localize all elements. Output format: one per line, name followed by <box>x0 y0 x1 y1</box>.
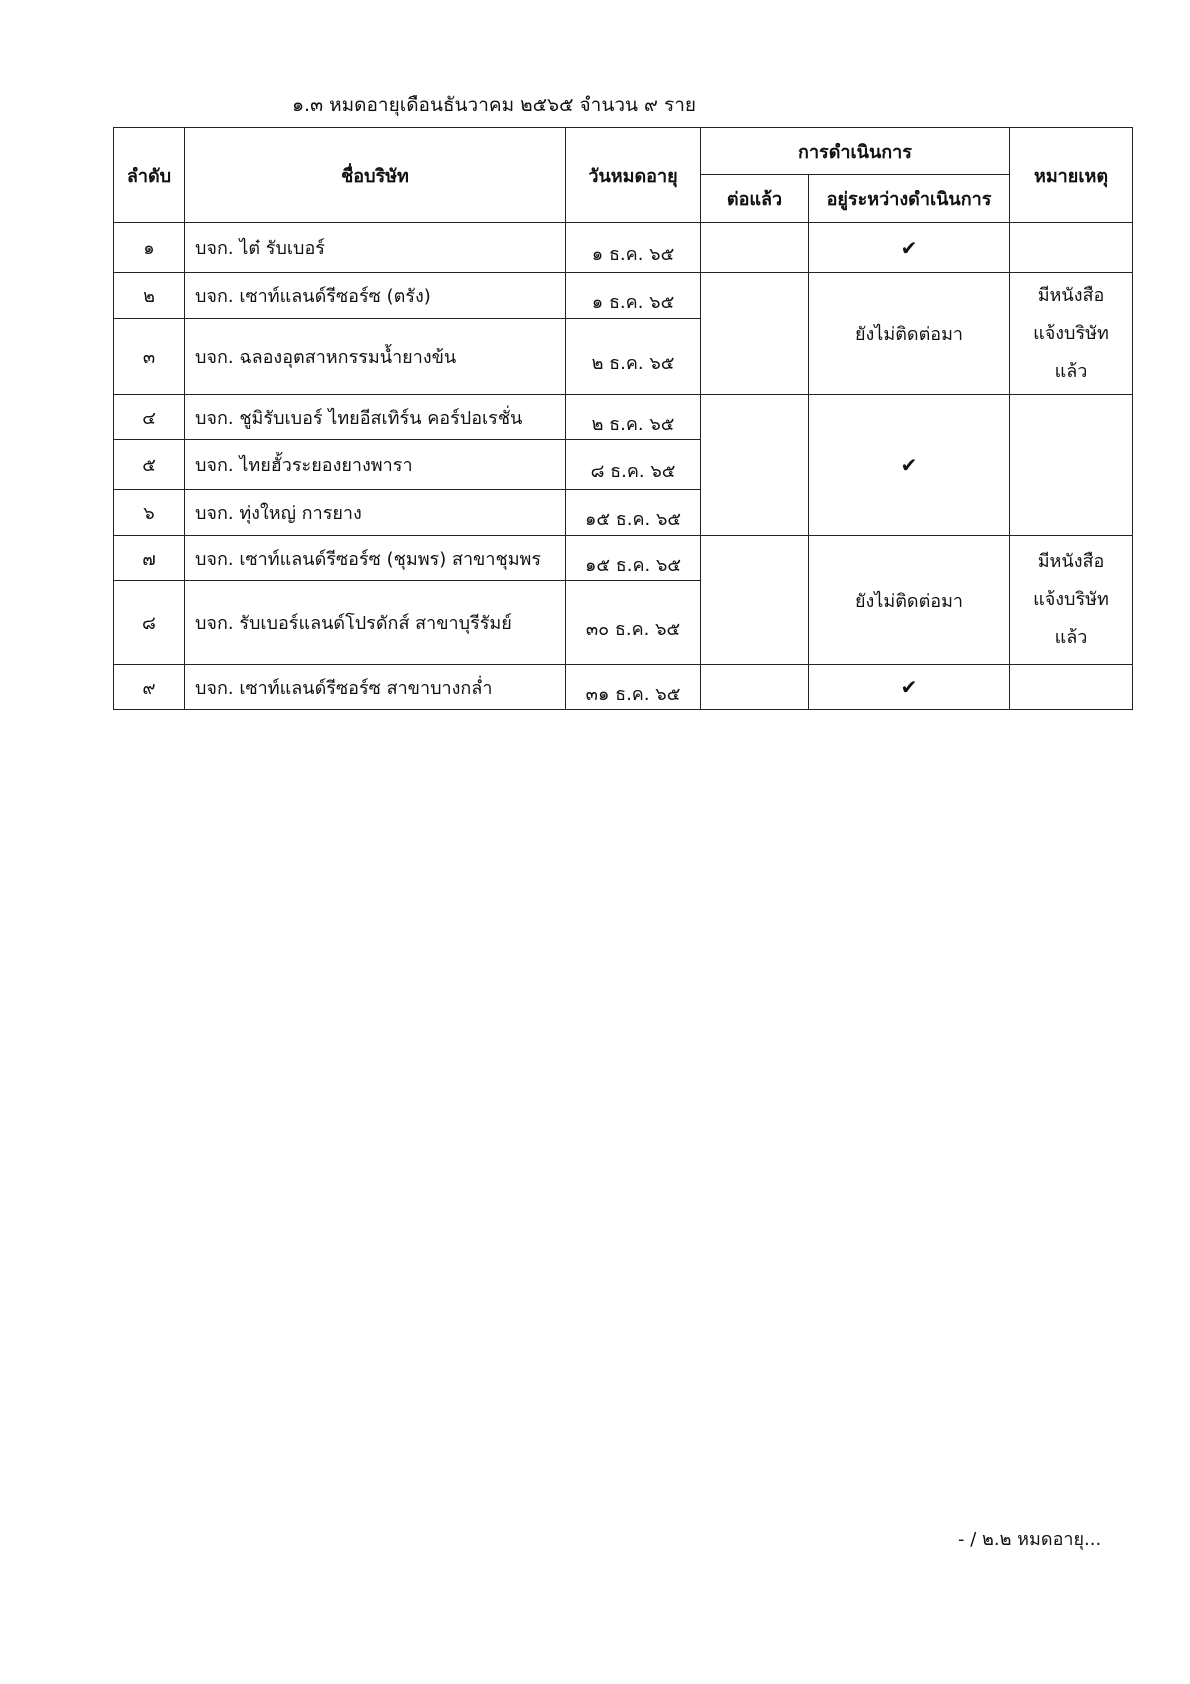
row-expiry-date <box>566 536 701 581</box>
header-renewed: ต่อแล้ว <box>701 175 809 223</box>
header-name: ชื่อบริษัท <box>185 128 566 223</box>
table-row <box>114 665 1133 710</box>
row-in-progress-cell <box>809 223 1010 273</box>
row-expiry-date <box>566 490 701 536</box>
row-expiry-date <box>566 223 701 273</box>
not-contacted-text: ยังไม่ติดต่อมา <box>854 324 964 345</box>
not-contacted-text: ยังไม่ติดต่อมา <box>854 590 964 612</box>
row-in-progress-cell <box>809 395 1010 536</box>
row-note-cell <box>1010 223 1133 273</box>
row-no: ๙ <box>114 665 185 710</box>
row-company-name: บจก. รับเบอร์แลนด์โปรดักส์ สาขาบุรีรัมย์ <box>185 581 566 665</box>
note-line: มีหนังสือ <box>1037 284 1105 306</box>
row-note-cell <box>1010 273 1133 395</box>
row-no: ๕ <box>114 440 185 490</box>
row-company-name: บจก. ทุ่งใหญ่ การยาง <box>185 490 566 536</box>
expiry-date-text: ๑๕ ธ.ค. ๖๕ <box>584 509 681 530</box>
row-company-name: บจก. เซาท์แลนด์รีซอร์ซ (ตรัง) <box>185 273 566 319</box>
expiry-date-text: ๑ ธ.ค. ๖๕ <box>591 244 675 265</box>
note-line: แล้ว <box>1054 360 1088 382</box>
check-icon: ✔ <box>900 235 918 260</box>
row-expiry-date <box>566 319 701 395</box>
row-no: ๑ <box>114 223 185 273</box>
row-expiry-date <box>566 273 701 319</box>
header-action-group: การดำเนินการ <box>701 128 1010 175</box>
header-no: ลำดับ <box>114 128 185 223</box>
row-no: ๓ <box>114 319 185 395</box>
note-line: มีหนังสือ <box>1037 551 1105 572</box>
row-no: ๗ <box>114 536 185 581</box>
table-row <box>114 273 1133 319</box>
check-icon: ✔ <box>900 675 918 699</box>
row-no: ๔ <box>114 395 185 440</box>
header-note: หมายเหตุ <box>1010 128 1133 223</box>
row-expiry-date <box>566 440 701 490</box>
page-continuation: - / ๒.๒ หมดอายุ... <box>958 1529 1102 1550</box>
row-note-cell <box>1010 395 1133 536</box>
table-row <box>114 536 1133 581</box>
row-company-name: บจก. ฉลองอุตสาหกรรมน้ำยางข้น <box>185 319 566 395</box>
row-expiry-date <box>566 395 701 440</box>
header-expiry: วันหมดอายุ <box>566 128 701 223</box>
row-renewed-cell <box>701 536 809 665</box>
note-line: แล้ว <box>1054 627 1088 648</box>
expiry-date-text: ๑ ธ.ค. ๖๕ <box>591 292 675 313</box>
row-renewed-cell <box>701 223 809 273</box>
row-no: ๖ <box>114 490 185 536</box>
row-note-cell <box>1010 665 1133 710</box>
row-in-progress-cell <box>809 665 1010 710</box>
row-renewed-cell <box>701 395 809 536</box>
expiry-date-text: ๓๑ ธ.ค. ๖๕ <box>585 683 681 705</box>
row-renewed-cell <box>701 273 809 395</box>
row-expiry-date <box>566 665 701 710</box>
row-in-progress-cell <box>809 536 1010 665</box>
check-icon: ✔ <box>900 453 918 477</box>
section-heading: ๑.๓ หมดอายุเดือนธันวาคม ๒๕๖๕ จำนวน ๙ ราย <box>292 94 696 116</box>
row-company-name: บจก. ไทยฮั้วระยองยางพารา <box>185 440 566 490</box>
row-company-name: บจก. เซาท์แลนด์รีซอร์ซ สาขาบางกล่ำ <box>185 665 566 710</box>
row-company-name: บจก. เซาท์แลนด์รีซอร์ซ (ชุมพร) สาขาชุมพร <box>185 536 566 581</box>
table-row <box>114 223 1133 273</box>
expiry-date-text: ๒ ธ.ค. ๖๕ <box>591 353 675 374</box>
note-line: แจ้งบริษัท <box>1033 589 1109 610</box>
expiry-date-text: ๒ ธ.ค. ๖๕ <box>591 413 675 435</box>
row-expiry-date <box>566 581 701 665</box>
row-note-cell <box>1010 536 1133 665</box>
expiry-date-text: ๘ ธ.ค. ๖๕ <box>590 461 676 482</box>
expiry-date-text: ๓๐ ธ.ค. ๖๕ <box>585 619 681 640</box>
row-no: ๘ <box>114 581 185 665</box>
expiry-table <box>113 127 1133 710</box>
row-renewed-cell <box>701 665 809 710</box>
table-header-row <box>114 128 1133 175</box>
expiry-date-text: ๑๕ ธ.ค. ๖๕ <box>584 554 681 576</box>
note-line: แจ้งบริษัท <box>1033 322 1109 344</box>
row-in-progress-cell <box>809 273 1010 395</box>
row-company-name: บจก. ชูมิรับเบอร์ ไทยอีสเทิร์น คอร์ปอเรชั่น <box>185 395 566 440</box>
header-in-progress: อยู่ระหว่างดำเนินการ <box>809 175 1010 223</box>
table-row <box>114 395 1133 440</box>
row-no: ๒ <box>114 273 185 319</box>
row-company-name: บจก. ไต๋ รับเบอร์ <box>185 223 566 273</box>
